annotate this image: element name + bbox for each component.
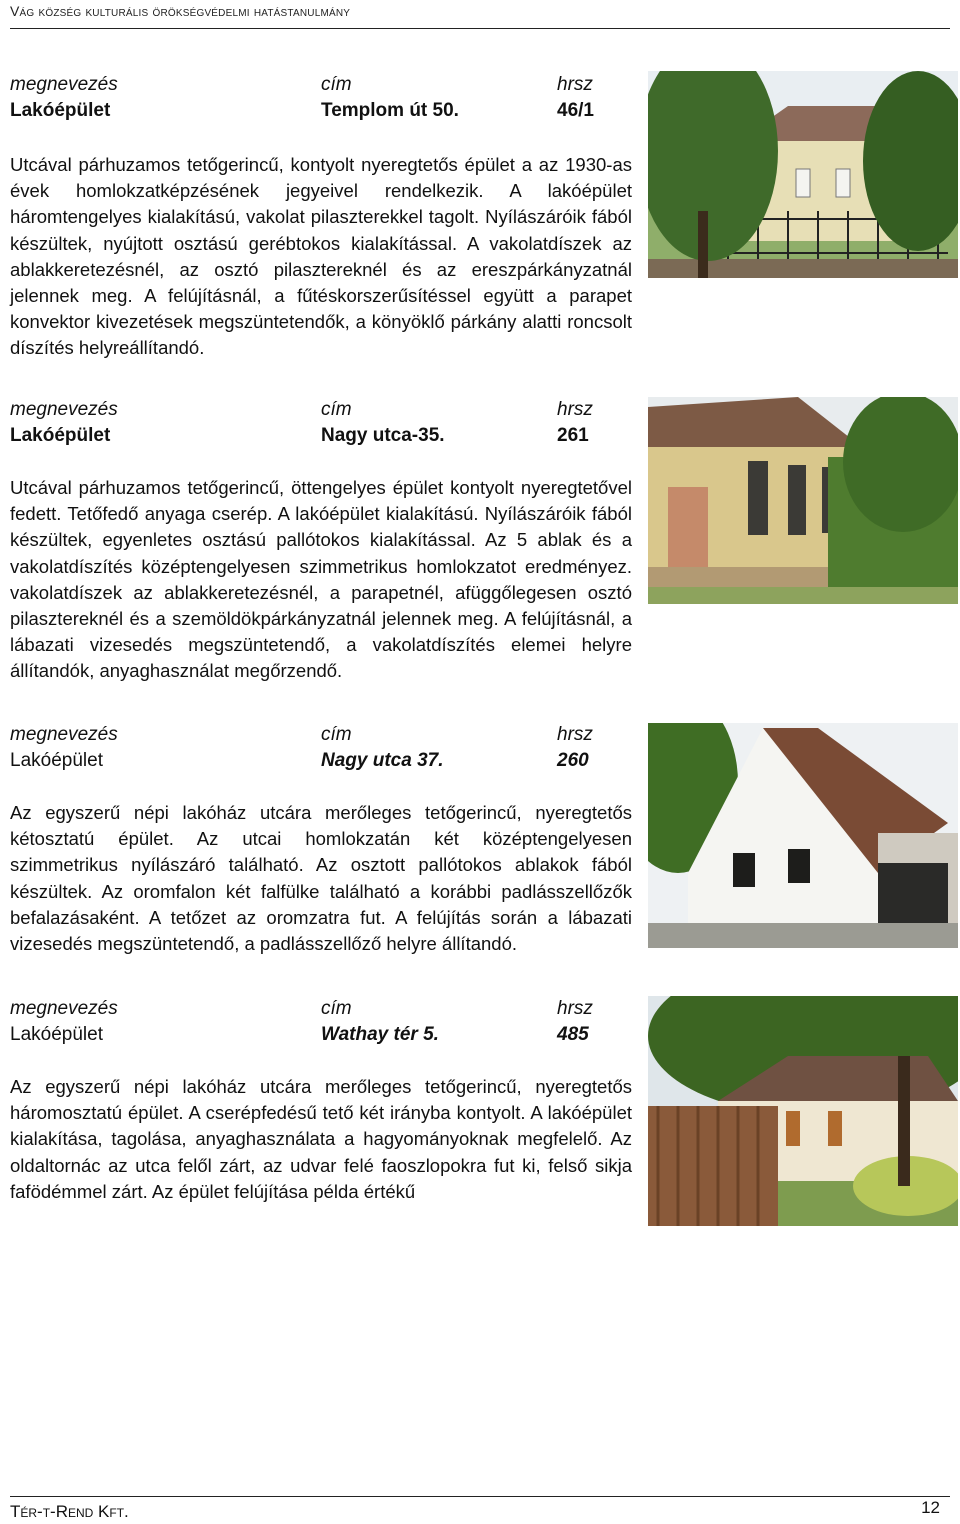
entry-values bbox=[10, 750, 632, 780]
label-lot: hrsz bbox=[557, 724, 593, 745]
building-description: Utcával párhuzamos tetőgerincű, öttengelyes épület kontyolt nyeregtetővel fedett. Tetőfedő anyaga cserép. A lakóépület kialakítású. Nyílászáróik fából készültek, egyenletes osztású pallótokos kialakítással. Az 5 ablak és a vakolatdíszítés középtengelyesen szimmetrikus homlokzatot eredményez. vakolatdíszek az ablakkeretezésnél, a parapetnél, afüggőlegesen osztó pilasztereknél és a szemöldökpárkányzatnál jelennek meg. A felújításnál, a lábazati vizesedés megszüntetendő, a vakolatdíszítés elemei helyre állítandók, anyaghasználat megőrzendő. bbox=[10, 477, 632, 682]
photo-wathay-ter-5 bbox=[648, 996, 958, 1226]
photo-nagy-utca-35 bbox=[648, 397, 958, 604]
label-name: megnevezés bbox=[10, 724, 118, 745]
label-address: cím bbox=[321, 399, 352, 420]
building-entry-2 bbox=[10, 399, 632, 685]
photo-nagy-utca-37 bbox=[648, 723, 958, 948]
entry-labels bbox=[10, 998, 632, 1024]
entry-values bbox=[10, 100, 632, 130]
entry-values bbox=[10, 1024, 632, 1054]
building-entry-1 bbox=[10, 74, 632, 362]
label-address: cím bbox=[321, 74, 352, 95]
building-description: Utcával párhuzamos tetőgerincű, kontyolt nyeregtetős épület a az 1930-as évek homlokzatképzésének jegyeivel rendelkezik. A lakóépület háromtengelyes kialakítású, vakolat pilaszterekkel tagolt. Nyílászáróik fából készültek, nyújtott osztású gerébtokos kialakítással. A vakolatdíszek az ablakkeretezésnél, az osztó pilasztereknél és az ereszpárkányzatnál jelennek meg. A felújításnál, a fűtéskorszerűsítéssel együtt a parapet konvektor kivezetések megszüntetendők, a könyöklő párkány alatti roncsolt díszítés helyreállítandó. bbox=[10, 154, 632, 359]
label-address: cím bbox=[321, 998, 352, 1019]
entry-labels bbox=[10, 74, 632, 100]
building-lot: 485 bbox=[557, 1024, 589, 1045]
building-address: Nagy utca-35. bbox=[321, 425, 445, 446]
label-lot: hrsz bbox=[557, 998, 593, 1019]
entry-labels bbox=[10, 724, 632, 750]
building-name: Lakóépület bbox=[10, 100, 111, 121]
page-footer bbox=[10, 1496, 950, 1524]
photo-templom-ut-50 bbox=[648, 71, 958, 278]
entry-values bbox=[10, 425, 632, 455]
building-name: Lakóépület bbox=[10, 425, 111, 446]
label-name: megnevezés bbox=[10, 399, 118, 420]
building-description: Az egyszerű népi lakóház utcára merőleges tetőgerincű, nyeregtetős kétosztatú épület. Az utcai homlokzatán két középtengelyesen szimmetrikus nyílászáró található. Az osztott pallótokos ablakok fából készültek. Az oromfalon két falfülke található a korábbi padlásszellőzők befalazásaként. A tetőzet az oromzatra fut. A felújítás során a lábazati vizesedés megszüntetendő, a padlásszellőző helyre állítandó. bbox=[10, 802, 632, 955]
company-name: Tér-t-Rend Kft. bbox=[10, 1502, 129, 1521]
label-name: megnevezés bbox=[10, 998, 118, 1019]
building-description: Az egyszerű népi lakóház utcára merőleges tetőgerincű, nyeregtetős háromosztatú épület. A cserépfedésű tető két irányba kontyolt. A lakóépület kialakítása, tagolása, anyaghasználata a hagyományoknak megfelelő. Az oldaltornác az utca felől zárt, az udvar felé faoszlopokra fut ki, felső sikja fafödémmel zárt. Az épület felújítása példa értékű bbox=[10, 1076, 632, 1202]
page-header bbox=[10, 0, 950, 29]
building-lot: 261 bbox=[557, 425, 589, 446]
building-entry-4 bbox=[10, 998, 632, 1205]
page-number: 12 bbox=[921, 1498, 940, 1517]
building-address: Wathay tér 5. bbox=[321, 1024, 439, 1045]
label-name: megnevezés bbox=[10, 74, 118, 95]
building-name: Lakóépület bbox=[10, 1024, 103, 1045]
building-address: Templom út 50. bbox=[321, 100, 459, 121]
label-lot: hrsz bbox=[557, 74, 593, 95]
entry-labels bbox=[10, 399, 632, 425]
label-lot: hrsz bbox=[557, 399, 593, 420]
building-lot: 46/1 bbox=[557, 100, 594, 121]
building-entry-3 bbox=[10, 724, 632, 957]
building-address: Nagy utca 37. bbox=[321, 750, 444, 771]
document-title: Vág község kulturális örökségvédelmi hatástanulmány bbox=[10, 3, 351, 19]
label-address: cím bbox=[321, 724, 352, 745]
building-lot: 260 bbox=[557, 750, 589, 771]
building-name: Lakóépület bbox=[10, 750, 103, 771]
